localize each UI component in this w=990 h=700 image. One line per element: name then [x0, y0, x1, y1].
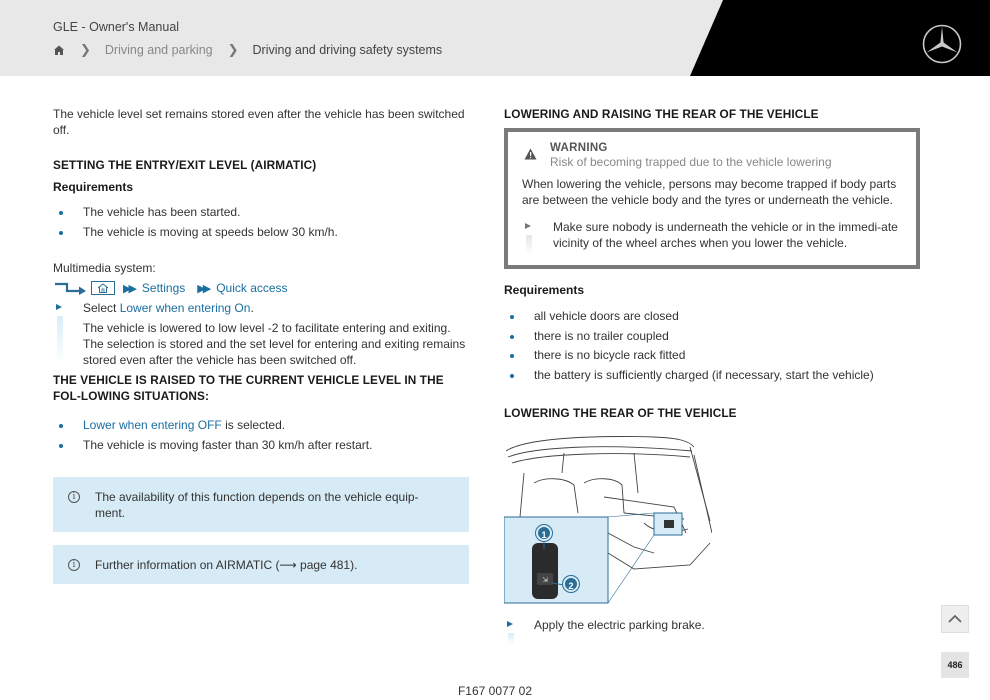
step-apply-text: Apply the electric parking brake.	[534, 618, 705, 632]
chevron-right-icon: ❯	[227, 42, 239, 57]
breadcrumb	[53, 42, 442, 58]
info-icon: i	[68, 559, 80, 571]
list-item: all vehicle doors are closed	[504, 307, 920, 327]
requirements-heading: Requirements	[53, 180, 134, 194]
step-bar	[526, 235, 532, 255]
raised-heading: THE VEHICLE IS RAISED TO THE CURRENT VEHICLE LEVEL IN THE FOL-LOWING SITUATIONS:	[53, 373, 444, 403]
requirements-list	[504, 307, 920, 385]
chevron-up-icon	[947, 614, 963, 624]
chevron-right-icon: ❯	[80, 42, 91, 57]
info-icon: i	[68, 491, 80, 503]
list-item-text: The vehicle is moving faster than 30 km/h after restart.	[83, 437, 373, 452]
list-item: The vehicle has been started.	[53, 203, 469, 223]
nav-quick-access: Quick access	[216, 281, 288, 295]
info-box-availability	[53, 477, 469, 532]
step-result-1: The vehicle is lowered to low level -2 to facilitate entering and exiting.	[83, 321, 451, 335]
breadcrumb-item-current: Driving and driving safety systems	[252, 43, 443, 57]
step-arrow-icon	[56, 304, 62, 310]
step-select-suffix: .	[250, 301, 254, 315]
entry-exit-heading: SETTING THE ENTRY/EXIT LEVEL (AIRMATIC)	[53, 158, 317, 172]
situations-list	[53, 416, 469, 455]
step-bar	[508, 633, 514, 645]
step-result-2: The selection is stored and the set level for entering and exiting remains stored even after the vehicle has been switched off.	[83, 337, 466, 367]
double-chevron-icon: ▶▶	[123, 282, 134, 295]
warning-step-text: Make sure nobody is underneath the vehicle or in the immedi-ate vicinity of the wheel arches when you lower the vehicle.	[553, 220, 898, 250]
step-arrow-icon	[525, 223, 531, 229]
warning-box	[504, 128, 920, 269]
path-arrow-icon	[53, 281, 89, 295]
list-item	[53, 416, 469, 436]
list-item: the battery is sufficiently charged (if necessary, start the vehicle)	[504, 366, 920, 386]
list-item: there is no trailer coupled	[504, 327, 920, 347]
intro-text: The vehicle level set remains stored even after the vehicle has been switched off.	[53, 107, 465, 137]
lower-when-entering-off-link[interactable]: Lower when entering OFF	[83, 418, 222, 432]
nav-path	[53, 279, 469, 297]
warning-body: When lowering the vehicle, persons may become trapped if body parts are between the vehicle body and the tyres or underneath the vehicle.	[522, 177, 897, 207]
double-chevron-icon: ▶▶	[197, 282, 209, 295]
warning-triangle-icon	[524, 148, 537, 160]
step-select	[53, 300, 469, 368]
warning-step	[522, 219, 902, 251]
home-button-icon	[91, 281, 115, 295]
step-arrow-icon	[507, 621, 513, 627]
right-column	[504, 106, 920, 633]
info-text: The availability of this function depends on the vehicle equip-ment.	[95, 490, 419, 520]
svg-text:⇲: ⇲	[542, 576, 548, 584]
info-text[interactable]: Further information on AIRMATIC (⟶ page 481).	[95, 558, 358, 572]
callout-1: 1	[536, 525, 552, 541]
tailgate-illustration	[504, 433, 712, 605]
list-item-text: is selected.	[221, 418, 286, 432]
step-apply-brake	[504, 617, 920, 633]
warning-title: WARNING	[550, 142, 608, 154]
page-number: 486	[941, 652, 969, 678]
vehicle-rear-drawing	[504, 433, 712, 605]
breadcrumb-item-driving-parking[interactable]: Driving and parking	[104, 43, 213, 57]
list-item: there is no bicycle rack fitted	[504, 346, 920, 366]
requirements-heading: Requirements	[504, 283, 585, 297]
warning-subtitle: Risk of becoming trapped due to the vehicle lowering	[550, 155, 832, 169]
mercedes-star-icon[interactable]	[921, 23, 963, 65]
lowering-raising-heading: LOWERING AND RAISING THE REAR OF THE VEHICLE	[504, 107, 819, 121]
nav-settings: Settings	[141, 281, 186, 295]
manual-title: GLE - Owner's Manual	[53, 20, 180, 34]
callout-2: 2	[563, 576, 579, 592]
requirements-list	[53, 203, 469, 242]
multimedia-label: Multimedia system:	[53, 261, 156, 275]
lower-when-entering-on-link[interactable]: Lower when entering On	[119, 301, 251, 315]
list-item: The vehicle is moving at speeds below 30 km/h.	[53, 223, 469, 243]
figure-code: F167 0077 02	[457, 684, 533, 698]
lowering-rear-heading: LOWERING THE REAR OF THE VEHICLE	[504, 406, 737, 420]
step-bar	[57, 316, 63, 364]
step-select-prefix: Select	[83, 301, 120, 315]
scroll-up-button[interactable]	[941, 605, 969, 633]
list-item	[53, 436, 469, 456]
left-column	[53, 106, 469, 584]
info-box-airmatic	[53, 545, 469, 584]
home-icon[interactable]	[53, 44, 65, 56]
